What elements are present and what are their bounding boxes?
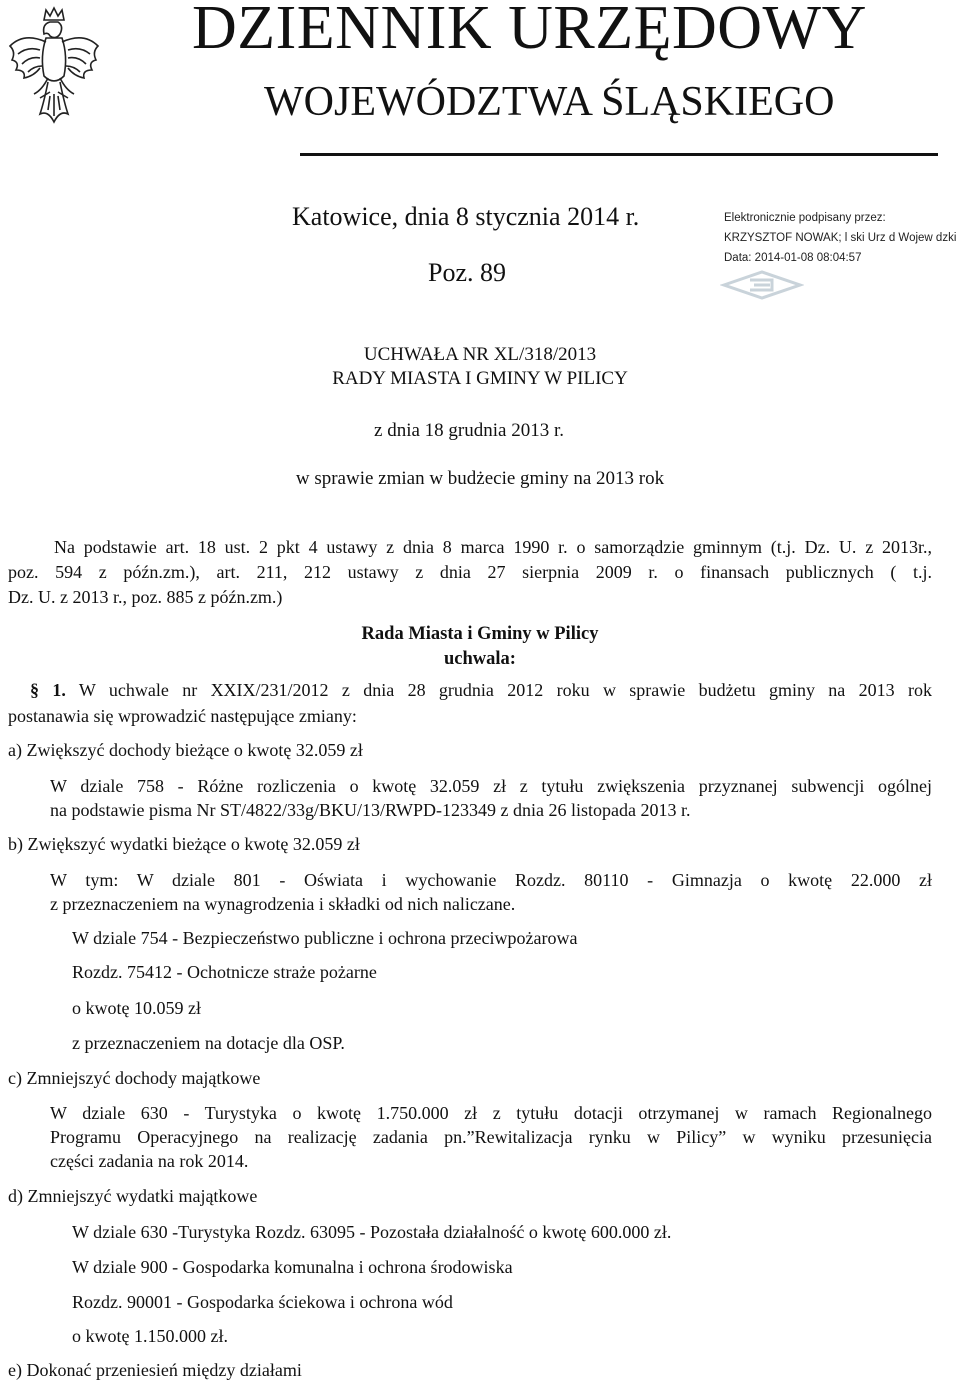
item-b-line-3: W dziale 754 - Bezpieczeństwo publiczne i ochrona przeciwpożarowa (72, 928, 578, 948)
signature-stamp-icon (720, 268, 804, 302)
section-1-text: W uchwale nr XXIX/231/2012 z dnia 28 grudnia 2012 roku w sprawie budżetu gminy na 2013 rok (78, 680, 932, 700)
item-a-line-2: na podstawie pisma Nr ST/4822/33g/BKU/13/RWPD-123349 z dnia 26 listopada 2013 r. (50, 800, 691, 820)
signature-line-1: Elektronicznie podpisany przez: (724, 212, 886, 224)
item-a-heading: a) Zwiększyć dochody bieżące o kwotę 32.059 zł (8, 740, 363, 760)
council-enacts (0, 622, 960, 672)
signature-line-2: KRZYSZTOF NOWAK; l ski Urz d Wojew dzki (724, 232, 957, 244)
item-d-line-4: o kwotę 1.150.000 zł. (72, 1326, 228, 1346)
journal-subtitle: WOJEWÓDZTWA ŚLĄSKIEGO (264, 79, 835, 125)
item-d-heading: d) Zmniejszyć wydatki majątkowe (8, 1186, 258, 1206)
council-name: Rada Miasta i Gminy w Pilicy (361, 624, 599, 644)
place-date: Katowice, dnia 8 stycznia 2014 r. (292, 202, 640, 231)
item-d-line-1: W dziale 630 -Turystyka Rozdz. 63095 - Pozostała działalność o kwotę 600.000 zł. (72, 1222, 672, 1242)
masthead-divider (300, 153, 938, 156)
position-number: Poz. 89 (428, 258, 506, 287)
eagle-emblem-icon (4, 6, 104, 130)
preamble-line-2: poz. 594 z późn.zm.), art. 211, 212 ustawy z dnia 27 sierpnia 2009 r. o finansach publicznych ( t.j. (8, 562, 932, 582)
item-c-line-2: Programu Operacyjnego na realizację zadania pn.”Rewitalizacja rynku w Pilicy” w wyniku przesunięcia (50, 1127, 932, 1147)
resolution-subject: w sprawie zmian w budżecie gminy na 2013 rok (295, 468, 665, 489)
item-c-line-3: części zadania na rok 2014. (50, 1151, 249, 1171)
preamble-line-3: Dz. U. z 2013 r., poz. 885 z późn.zm.) (8, 587, 283, 607)
item-b-line-2: z przeznaczeniem na wynagrodzenia i składki od nich naliczane. (50, 894, 516, 914)
item-b-line-4: Rozdz. 75412 - Ochotnicze straże pożarne (72, 962, 377, 982)
journal-title: DZIENNIK URZĘDOWY (192, 0, 867, 62)
section-1-marker: § 1. (30, 680, 66, 700)
item-c-line-1: W dziale 630 - Turystyka o kwotę 1.750.000 zł z tytułu dotacji otrzymanej w ramach Regionalnego (50, 1103, 932, 1123)
item-a-line-1: W dziale 758 - Różne rozliczenia o kwotę 32.059 zł z tytułu zwiększenia przyznanej subwencji ogólnej (50, 776, 932, 796)
resolution-number: UCHWAŁA NR XL/318/2013 (363, 344, 597, 365)
item-d-line-3: Rozdz. 90001 - Gospodarka ściekowa i ochrona wód (72, 1292, 453, 1312)
item-b-heading: b) Zwiększyć wydatki bieżące o kwotę 32.059 zł (8, 834, 360, 854)
signature-line-3: Data: 2014-01-08 08:04:57 (724, 252, 862, 264)
resolution-date: z dnia 18 grudnia 2013 r. (374, 420, 564, 441)
section-1-line-2: postanawia się wprowadzić następujące zmiany: (8, 706, 357, 726)
resolution-council: RADY MIASTA I GMINY W PILICY (332, 368, 628, 389)
preamble-line-1: Na podstawie art. 18 ust. 2 pkt 4 ustawy z dnia 8 marca 1990 r. o samorządzie gminnym (t.j. Dz. U. z 2013r., (54, 537, 932, 557)
enacts-label: uchwala: (444, 649, 516, 669)
item-b-line-5: o kwotę 10.059 zł (72, 998, 201, 1018)
preamble (8, 535, 932, 610)
item-d-line-2: W dziale 900 - Gospodarka komunalna i ochrona środowiska (72, 1257, 513, 1277)
item-b-line-6: z przeznaczeniem na dotacje dla OSP. (72, 1033, 345, 1053)
item-c-heading: c) Zmniejszyć dochody majątkowe (8, 1068, 261, 1088)
item-b-line-1: W tym: W dziale 801 - Oświata i wychowanie Rozdz. 80110 - Gimnazja o kwotę 22.000 zł (50, 870, 932, 890)
e-signature-block (724, 208, 956, 268)
section-1-line-1 (8, 680, 932, 701)
item-e-heading: e) Dokonać przeniesień między działami (8, 1360, 302, 1380)
